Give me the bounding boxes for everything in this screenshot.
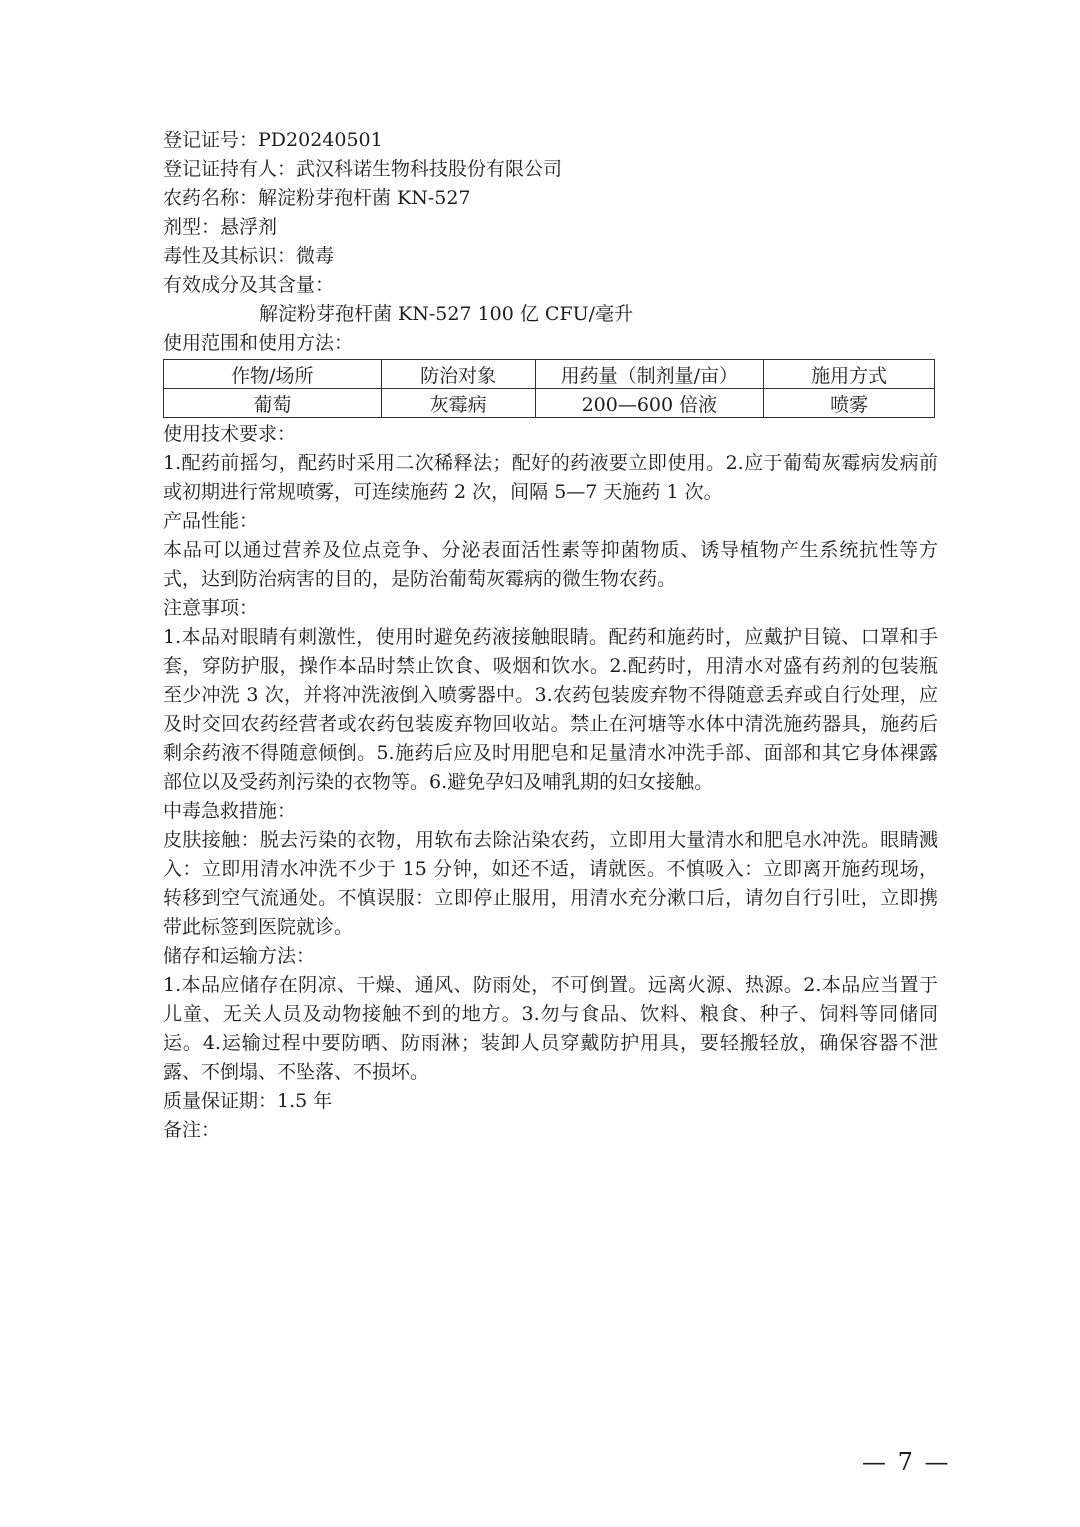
performance-body: 本品可以通过营养及位点竞争、分泌表面活性素等抑菌物质、诱导植物产生系统抗性等方式，达到防治病害的目的，是防治葡萄灰霉病的微生物农药。 — [163, 539, 938, 590]
usage-cell-dosage: 200—600 倍液 — [535, 389, 764, 418]
page-number: — 7 — — [862, 1448, 951, 1476]
usage-table-header-row — [164, 360, 935, 389]
usage-header-dosage: 用药量（制剂量/亩） — [535, 360, 764, 389]
usage-heading: 使用范围和使用方法： — [163, 332, 354, 354]
toxicity: 毒性及其标识：微毒 — [163, 245, 335, 267]
tech-requirements-heading: 使用技术要求： — [163, 423, 297, 445]
storage-heading: 储存和运输方法： — [163, 945, 316, 967]
shelf-life: 质量保证期：1.5 年 — [163, 1090, 333, 1112]
registration-number: 登记证号：PD20240501 — [163, 129, 383, 151]
usage-cell-crop: 葡萄 — [164, 389, 382, 418]
registration-holder: 登记证持有人：武汉科诺生物科技股份有限公司 — [163, 158, 563, 180]
ingredient-heading: 有效成分及其含量： — [163, 274, 335, 296]
usage-cell-method: 喷雾 — [764, 389, 935, 418]
remarks: 备注： — [163, 1119, 221, 1141]
ingredient-value: 解淀粉芽孢杆菌 KN-527 100 亿 CFU/毫升 — [259, 303, 634, 325]
performance-heading: 产品性能： — [163, 510, 259, 532]
usage-header-method: 施用方式 — [764, 360, 935, 389]
first-aid-body: 皮肤接触：脱去污染的衣物，用软布去除沾染农药，立即用大量清水和肥皂水冲洗。眼睛溅入：立即用清水冲洗不少于 15 分钟，如还不适，请就医。不慎吸入：立即离开施药现场，转移到空气流通处。不慎误服：立即停止服用，用清水充分漱口后，请勿自行引吐，立即携带此标签到医院就诊。 — [163, 829, 938, 938]
pesticide-name: 农药名称：解淀粉芽孢杆菌 KN-527 — [163, 187, 471, 209]
first-aid-heading: 中毒急救措施： — [163, 800, 297, 822]
tech-requirements-body: 1.配药前摇匀，配药时采用二次稀释法；配好的药液要立即使用。2.应于葡萄灰霉病发病前或初期进行常规喷雾，可连续施药 2 次，间隔 5—7 天施药 1 次。 — [163, 452, 938, 503]
usage-header-crop: 作物/场所 — [164, 360, 382, 389]
caution-body: 1.本品对眼睛有刺激性，使用时避免药液接触眼睛。配药和施药时，应戴护目镜、口罩和手套，穿防护服，操作本品时禁止饮食、吸烟和饮水。2.配药时，用清水对盛有药剂的包装瓶至少冲洗 3 次，并将冲洗液倒入喷雾器中。3.农药包装废弃物不得随意丢弃或自行处理，应及时交回农药经营者或农药包装废弃物回收站。禁止在河塘等水体中清洗施药器具，施药后剩余药液不得随意倾倒。5.施药后应及时用肥皂和足量清水冲洗手部、面部和其它身体裸露部位以及受药剂污染的衣物等。6.避免孕妇及哺乳期的妇女接触。 — [163, 626, 938, 793]
label-document — [163, 126, 938, 1145]
usage-cell-target: 灰霉病 — [381, 389, 535, 418]
usage-header-target: 防治对象 — [381, 360, 535, 389]
storage-body: 1.本品应储存在阴凉、干燥、通风、防雨处，不可倒置。远离火源、热源。2.本品应当置于儿童、无关人员及动物接触不到的地方。3.勿与食品、饮料、粮食、种子、饲料等同储同运。4.运输过程中要防晒、防雨淋；装卸人员穿戴防护用具，要轻搬轻放，确保容器不泄露、不倒塌、不坠落、不损坏。 — [163, 974, 938, 1083]
usage-table — [163, 359, 935, 418]
caution-heading: 注意事项： — [163, 597, 259, 619]
table-row — [164, 389, 935, 418]
formulation: 剂型：悬浮剂 — [163, 216, 278, 238]
